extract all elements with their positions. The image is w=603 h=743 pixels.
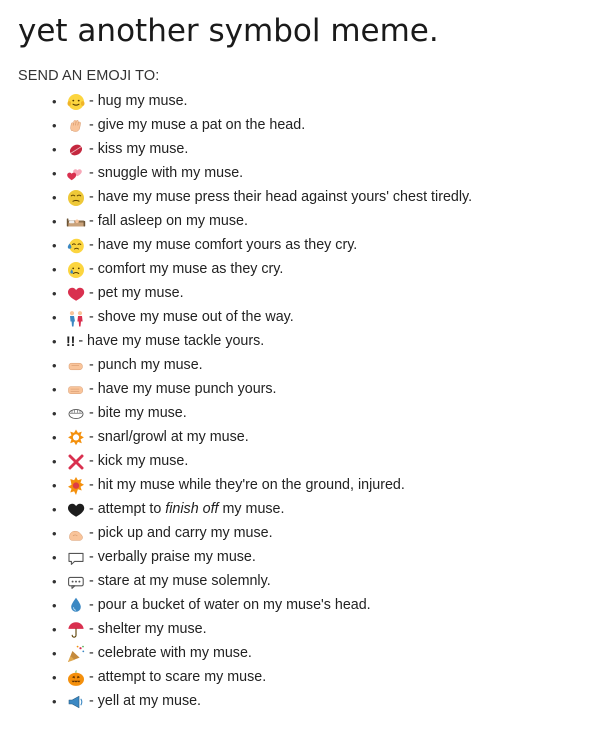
list-item [52, 450, 587, 474]
list-item-label: - have my muse press their head against yours' chest tiredly. [89, 188, 473, 205]
collision-emoji [66, 476, 86, 496]
bullet-icon: • [52, 141, 57, 157]
bullet-icon: • [52, 693, 57, 709]
list-item [52, 210, 587, 234]
list-item [52, 618, 587, 642]
bullet-icon: • [52, 237, 57, 253]
list-item-label: - bite my muse. [89, 404, 187, 421]
list-item-label: - hit my muse while they're on the ground, injured. [89, 476, 405, 493]
bullet-icon: • [52, 429, 57, 445]
list-item-label: - pet my muse. [89, 284, 184, 301]
list-item-label: - snuggle with my muse. [89, 164, 244, 181]
list-item-label: - stare at my muse solemnly. [89, 572, 271, 589]
angry-burst-emoji [66, 428, 86, 448]
list-item [52, 594, 587, 618]
cross-mark-emoji [66, 452, 86, 472]
list-item-label: - have my muse tackle yours. [78, 332, 265, 349]
list-item [52, 114, 587, 138]
jack-o-lantern-emoji [66, 668, 86, 688]
list-item [52, 570, 587, 594]
list-item [52, 546, 587, 570]
crying-comfort-emoji [66, 236, 86, 256]
sleeping-bed-emoji [66, 212, 86, 232]
list-item [52, 162, 587, 186]
list-item-label: - hug my muse. [89, 92, 188, 109]
incoming-fist-emoji [66, 380, 86, 400]
list-item-label: - punch my muse. [89, 356, 203, 373]
list-item [52, 258, 587, 282]
list-item-label: - attempt to finish off my muse. [89, 500, 285, 517]
bullet-icon: • [52, 549, 57, 565]
bullet-icon: • [52, 621, 57, 637]
list-item [52, 402, 587, 426]
mouth-bite-emoji [66, 404, 86, 424]
list-item-label: - pick up and carry my muse. [89, 524, 273, 541]
list-item [52, 474, 587, 498]
bullet-icon: • [52, 93, 57, 109]
bullet-icon: • [52, 597, 57, 613]
list-item [52, 282, 587, 306]
bullet-icon: • [52, 333, 57, 349]
meme-item-list [16, 90, 587, 714]
list-item-label: - attempt to scare my muse. [89, 668, 267, 685]
list-item [52, 666, 587, 690]
bullet-icon: • [52, 453, 57, 469]
list-item-label: - shove my muse out of the way. [89, 308, 294, 325]
two-hearts-emoji [66, 164, 86, 184]
list-item-label: - celebrate with my muse. [89, 644, 252, 661]
list-item [52, 498, 587, 522]
list-item-label: - kiss my muse. [89, 140, 189, 157]
list-item-label: - kick my muse. [89, 452, 189, 469]
double-exclamation-symbol: !! [66, 332, 76, 349]
list-item-label: - yell at my muse. [89, 692, 202, 709]
list-item [52, 522, 587, 546]
red-heart-emoji [66, 284, 86, 304]
instruction-label: SEND AN EMOJI TO: [18, 67, 160, 84]
list-item-label: - give my muse a pat on the head. [89, 116, 306, 133]
bullet-icon: • [52, 285, 57, 301]
black-heart-emoji [66, 500, 86, 520]
list-item [52, 690, 587, 714]
list-item-label: - comfort my muse as they cry. [89, 260, 284, 277]
list-item [52, 306, 587, 330]
list-item-label: - have my muse comfort yours as they cry. [89, 236, 358, 253]
bullet-icon: • [52, 645, 57, 661]
hand-pat-emoji [66, 116, 86, 136]
crying-face-emoji [66, 260, 86, 280]
bullet-icon: • [52, 405, 57, 421]
list-item [52, 354, 587, 378]
page-title: yet another symbol meme. [18, 13, 439, 49]
bullet-icon: • [52, 669, 57, 685]
bullet-icon: • [52, 525, 57, 541]
bullet-icon: • [52, 261, 57, 277]
bullet-icon: • [52, 165, 57, 181]
speech-balloon-emoji [66, 548, 86, 568]
flexed-biceps-emoji [66, 524, 86, 544]
droplet-emoji [66, 596, 86, 616]
list-item-label: - fall asleep on my muse. [89, 212, 248, 229]
list-item [52, 642, 587, 666]
bullet-icon: • [52, 309, 57, 325]
list-item-label: - pour a bucket of water on my muse's head. [89, 596, 371, 613]
bullet-icon: • [52, 477, 57, 493]
bullet-icon: • [52, 213, 57, 229]
list-item [52, 234, 587, 258]
person-shove-emoji [66, 308, 86, 328]
list-item-label: - verbally praise my muse. [89, 548, 256, 565]
bullet-icon: • [52, 501, 57, 517]
list-item-label: - snarl/growl at my muse. [89, 428, 249, 445]
umbrella-emoji [66, 620, 86, 640]
party-popper-emoji [66, 644, 86, 664]
bullet-icon: • [52, 381, 57, 397]
list-item-label: - shelter my muse. [89, 620, 207, 637]
tired-face-emoji [66, 188, 86, 208]
list-item [52, 138, 587, 162]
thought-dots-emoji [66, 572, 86, 592]
list-item [52, 186, 587, 210]
punch-fist-emoji [66, 356, 86, 376]
loudspeaker-emoji [66, 692, 86, 712]
list-item-label: - have my muse punch yours. [89, 380, 277, 397]
list-item [52, 378, 587, 402]
kiss-mark-emoji [66, 140, 86, 160]
list-item [52, 330, 587, 354]
bullet-icon: • [52, 573, 57, 589]
bullet-icon: • [52, 117, 57, 133]
list-item [52, 90, 587, 114]
bullet-icon: • [52, 357, 57, 373]
list-item [52, 426, 587, 450]
bullet-icon: • [52, 189, 57, 205]
hugging-face-emoji [66, 92, 86, 112]
